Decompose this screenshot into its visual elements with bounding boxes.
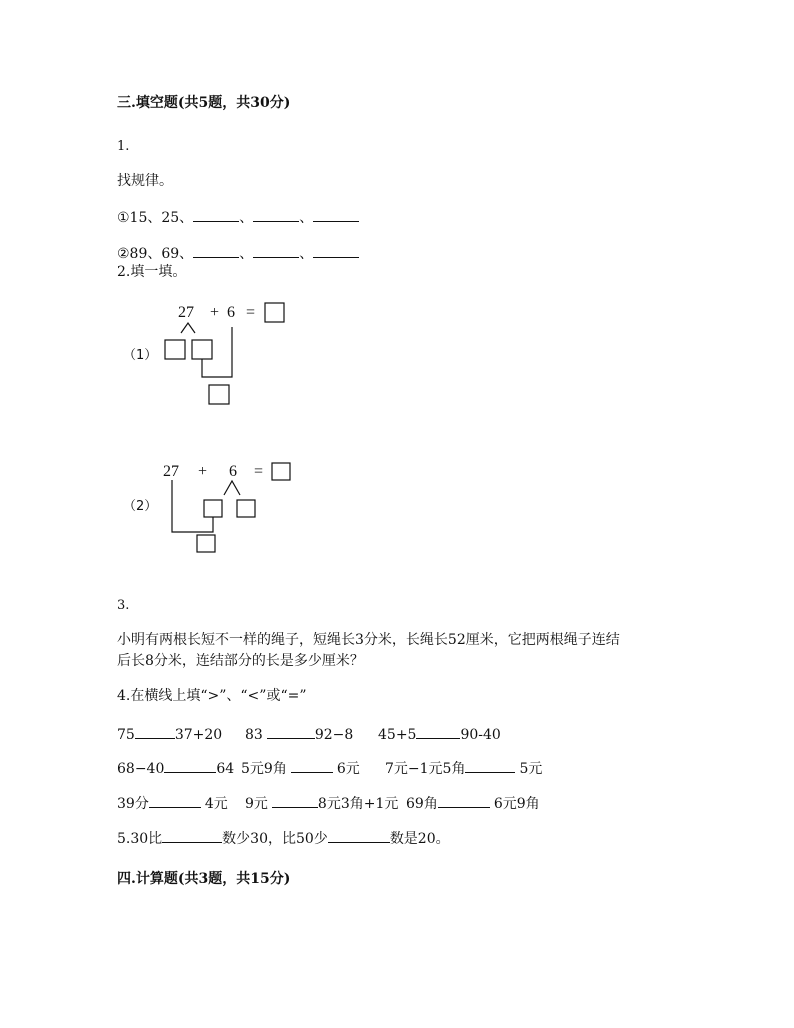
diagram-1-equals: =	[246, 304, 256, 321]
question-5-part-1: 5.30比	[117, 831, 163, 847]
comparison-row-3b	[245, 793, 398, 813]
section-3-title: 三.填空题(共5题，共30分)	[117, 95, 291, 111]
compare-left: 83	[245, 727, 263, 743]
compare-right: 5元	[519, 761, 543, 777]
diagram-1-addend-a: 27	[178, 304, 194, 321]
section-4-title: 四.计算题(共3题，共15分)	[117, 871, 291, 887]
compare-left: 45+5	[378, 727, 417, 743]
decomposition-diagram-1	[115, 295, 315, 410]
diagram-1-part-box-1[interactable]	[165, 340, 185, 359]
diagram-2-result-box[interactable]	[272, 463, 290, 480]
comparison-row-1c	[378, 724, 501, 744]
diagram-2-equals: =	[254, 463, 264, 480]
comparison-row-3	[117, 793, 228, 813]
decomposition-diagram-2	[115, 458, 315, 558]
diagram-1-result-box[interactable]	[265, 303, 284, 322]
compare-left: 39分	[117, 796, 149, 812]
diagram-1-sum-box[interactable]	[209, 385, 229, 404]
diagram-1-part-box-2[interactable]	[192, 340, 212, 359]
comparison-row-2	[117, 758, 234, 778]
diagram-1-addend-b: 6	[227, 304, 235, 321]
question-2-title: 2.填一填。	[117, 264, 187, 280]
diagram-1-plus: +	[210, 304, 220, 321]
compare-left: 75	[117, 727, 135, 743]
question-1-number: 1.	[117, 139, 130, 154]
compare-blank[interactable]	[149, 793, 201, 808]
compare-left: 68−40	[117, 761, 165, 777]
question-5	[117, 828, 450, 848]
answer-blank[interactable]	[253, 243, 299, 258]
diagram-1-split-line	[181, 323, 195, 333]
compare-right: 37+20	[174, 727, 223, 743]
pattern-2-prefix: ②89、69、	[117, 246, 194, 262]
compare-left: 69角	[406, 796, 438, 812]
compare-left: 7元−1元5角	[385, 761, 466, 777]
diagram-2-split-line	[224, 481, 240, 495]
separator: 、	[239, 210, 254, 226]
compare-right: 6元	[336, 761, 360, 777]
compare-right: 90-40	[460, 727, 501, 743]
answer-blank[interactable]	[193, 243, 239, 258]
diagram-2-addend-a: 27	[163, 463, 179, 480]
compare-right: 4元	[204, 796, 228, 812]
question-3-text-line-2: 后长8分米，连结部分的长是多少厘米？	[117, 653, 364, 669]
compare-blank[interactable]	[267, 724, 315, 739]
question-4-title: 4.在横线上填“>”、“<”或“=”	[117, 688, 307, 704]
diagram-2-label: （2）	[123, 499, 158, 514]
diagram-2-addend-b: 6	[229, 463, 237, 480]
compare-left: 9元	[245, 796, 268, 812]
answer-blank[interactable]	[313, 243, 359, 258]
pattern-1-prefix: ①15、25、	[117, 210, 194, 226]
compare-blank[interactable]	[291, 758, 333, 773]
compare-right: 6元9角	[493, 796, 540, 812]
question-1-line-1	[117, 207, 359, 227]
compare-right: 8元3角+1元	[317, 796, 399, 812]
diagram-2-part-box-1[interactable]	[204, 500, 222, 517]
question-5-part-3: 数是20。	[389, 831, 450, 847]
compare-blank[interactable]	[416, 724, 460, 739]
separator: 、	[299, 210, 314, 226]
question-1-line-2	[117, 243, 359, 263]
answer-blank[interactable]	[313, 207, 359, 222]
comparison-row-1b	[245, 724, 353, 744]
comparison-row-2c	[385, 758, 542, 778]
comparison-row-3c	[406, 793, 540, 813]
compare-blank[interactable]	[438, 793, 490, 808]
diagram-1-label: （1）	[123, 348, 158, 363]
comparison-row-2b	[241, 758, 360, 778]
separator: 、	[299, 246, 314, 262]
question-5-part-2: 数少30，比50少	[222, 831, 328, 847]
answer-blank[interactable]	[328, 828, 390, 843]
question-3-number: 3.	[117, 598, 130, 613]
compare-right: 64	[216, 761, 235, 777]
diagram-2-part-box-2[interactable]	[237, 500, 255, 517]
answer-blank[interactable]	[253, 207, 299, 222]
diagram-2-plus: +	[198, 463, 208, 480]
compare-right: 92−8	[314, 727, 354, 743]
compare-left: 5元9角	[241, 761, 287, 777]
question-1-prompt: 找规律。	[117, 173, 173, 189]
question-3-text-line-1: 小明有两根长短不一样的绳子，短绳长3分米，长绳长52厘米，它把两根绳子连结	[117, 632, 620, 648]
compare-blank[interactable]	[465, 758, 515, 773]
diagram-2-sum-box[interactable]	[197, 535, 215, 552]
separator: 、	[239, 246, 254, 262]
compare-blank[interactable]	[272, 793, 318, 808]
compare-blank[interactable]	[135, 724, 175, 739]
compare-blank[interactable]	[164, 758, 216, 773]
answer-blank[interactable]	[162, 828, 222, 843]
comparison-row-1	[117, 724, 222, 744]
answer-blank[interactable]	[193, 207, 239, 222]
